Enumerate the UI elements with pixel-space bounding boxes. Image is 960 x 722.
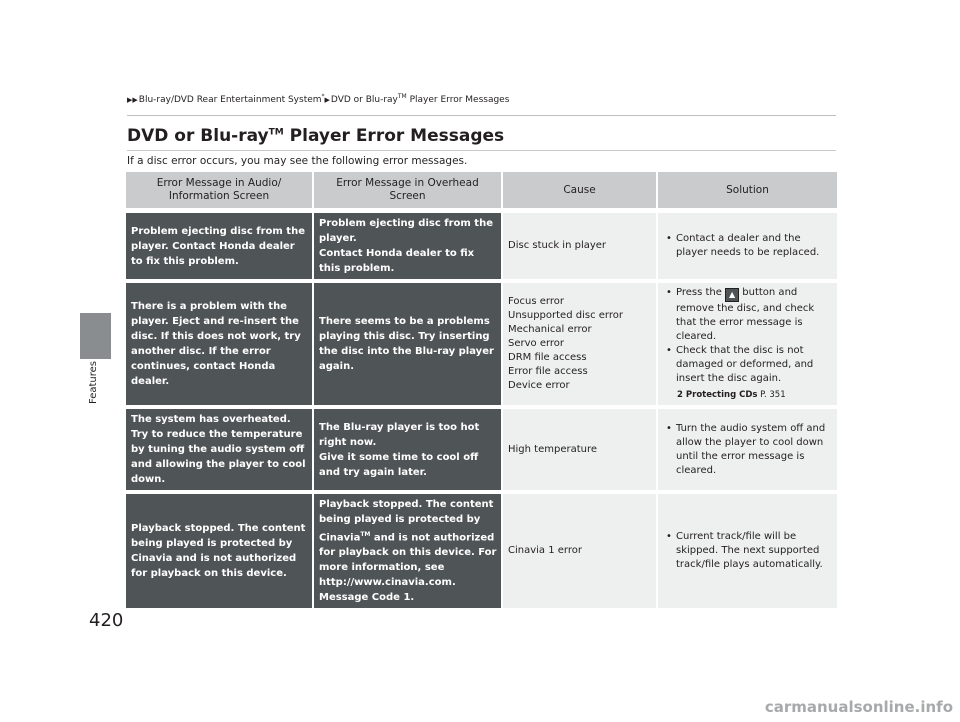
- table-header-row: [126, 172, 837, 213]
- cause-line: Focus error: [508, 296, 564, 307]
- page-number: 420: [89, 610, 124, 631]
- overhead-message-line: The Blu-ray player is too hot right now.: [319, 421, 480, 448]
- page-title-rest: Player Error Messages: [283, 126, 505, 146]
- solution-cell: [658, 213, 837, 283]
- cause-line: Servo error: [508, 338, 565, 349]
- table-row: [126, 409, 837, 494]
- reference-label[interactable]: Protecting CDs: [685, 390, 758, 400]
- overhead-message-cell: [314, 409, 503, 494]
- audio-message-cell: Problem ejecting disc from the player. Contact Honda dealer to fix this problem.: [126, 213, 314, 283]
- overhead-message-cell: [314, 494, 503, 612]
- page-title-tm: TM: [268, 127, 284, 138]
- header-rule: [127, 115, 836, 116]
- solution-text-pre: Press the: [676, 287, 726, 298]
- cause-cell: High temperature: [503, 409, 658, 494]
- solution-cell: [658, 283, 837, 409]
- breadcrumb-item-current: DVD or Blu-ray: [330, 95, 398, 105]
- breadcrumb-item-current-rest: Player Error Messages: [406, 95, 510, 105]
- solution-item: • Current track/file will be skipped. The next supported track/file plays automatically.: [663, 530, 833, 572]
- cause-cell: Disc stuck in player: [503, 213, 658, 283]
- audio-message-cell: Playback stopped. The content being played is protected by Cinavia and is not authorized for playback on this device.: [126, 494, 314, 612]
- reference-arrow-icon: 2: [677, 390, 683, 400]
- header-audio-screen: Error Message in Audio/ Information Screen: [126, 172, 314, 213]
- overhead-message-line: Problem ejecting disc from the player.: [319, 218, 493, 244]
- table-row: [126, 283, 837, 409]
- overhead-message-cell: There seems to be a problems playing this disc. Try inserting the disc into the Blu-ray player again.: [314, 283, 503, 409]
- cause-line: DRM file access: [508, 352, 587, 363]
- overhead-message-cell: [314, 213, 503, 283]
- audio-message-cell: The system has overheated. Try to reduce the temperature by tuning the audio system off and allowing the player to cool down.: [126, 409, 314, 494]
- triangle-right-icon: ▶: [324, 96, 330, 104]
- cause-cell: Cinavia 1 error: [503, 494, 658, 612]
- breadcrumb-asterisk: *: [321, 93, 325, 100]
- header-cause: Cause: [503, 172, 658, 213]
- solution-item: [663, 286, 833, 344]
- overhead-message-line: Contact Honda dealer to fix this problem.: [319, 248, 475, 274]
- intro-text: If a disc error occurs, you may see the following error messages.: [127, 155, 468, 167]
- table-row: [126, 213, 837, 283]
- watermark-text: carmanualsonline.info: [764, 698, 953, 716]
- breadcrumb-tm: TM: [397, 93, 407, 100]
- cause-line: Mechanical error: [508, 324, 592, 335]
- eject-icon: ▲: [725, 288, 739, 302]
- cause-line: Error file access: [508, 366, 588, 377]
- reference-page: P. 351: [757, 390, 786, 400]
- page-title: [127, 126, 504, 146]
- audio-message-cell: There is a problem with the player. Eject and re-insert the disc. If this does not work, try another disc. If the error continues, contact Honda dealer.: [126, 283, 314, 409]
- overhead-message-line: Give it some time to cool off and try again later.: [319, 451, 479, 478]
- solution-text-post: button and remove the disc, and check that the error message is cleared.: [676, 287, 815, 342]
- overhead-text-post: and is not authorized for playback on this device. For more information, see http://www.cinavia.com. Message Code 1.: [319, 532, 497, 604]
- cause-line: Unsupported disc error: [508, 310, 623, 321]
- page-title-text: DVD or Blu-ray: [127, 126, 269, 146]
- cause-line: Device error: [508, 380, 570, 391]
- cause-cell: [503, 283, 658, 409]
- overhead-tm: TM: [360, 531, 371, 538]
- overhead-text-pre: Playback stopped. The content being played is protected by Cinavia: [319, 499, 494, 544]
- header-solution: Solution: [658, 172, 837, 213]
- solution-item: • Check that the disc is not damaged or deformed, and insert the disc again.: [663, 344, 833, 386]
- solution-cell: [658, 494, 837, 612]
- breadcrumb: [127, 93, 509, 105]
- header-overhead-screen: Error Message in Overhead Screen: [314, 172, 503, 213]
- section-tab-marker: [80, 313, 111, 359]
- triangle-right-icon: ▶▶: [127, 96, 138, 104]
- section-tab-label: Features: [88, 361, 99, 404]
- solution-item: • Contact a dealer and the player needs to be replaced.: [663, 232, 833, 260]
- cross-reference[interactable]: [663, 388, 833, 402]
- error-messages-table: [126, 172, 837, 612]
- solution-item: • Turn the audio system off and allow the player to cool down until the error message is cleared.: [663, 422, 833, 478]
- title-rule: [127, 150, 836, 151]
- table-row: [126, 494, 837, 612]
- breadcrumb-item-system[interactable]: Blu-ray/DVD Rear Entertainment System: [138, 95, 322, 105]
- solution-cell: [658, 409, 837, 494]
